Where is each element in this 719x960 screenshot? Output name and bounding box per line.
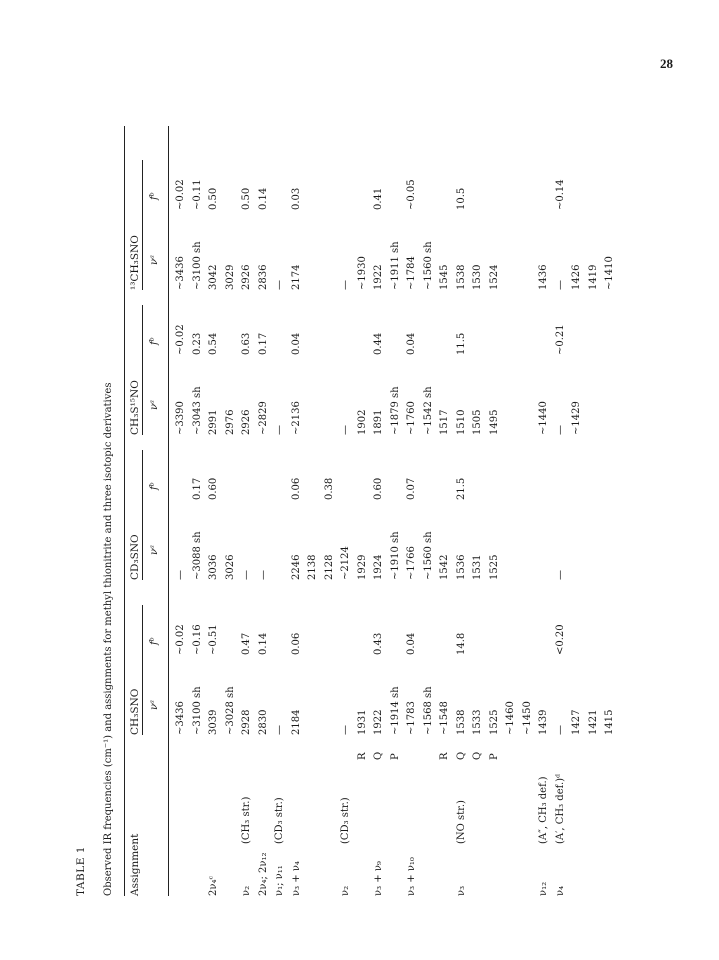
f-subheader: fᵇ (149, 482, 160, 490)
f-value: ~0.16 (191, 624, 203, 655)
group-header: ¹³CH₃SNO (129, 235, 141, 290)
nu-value: ~1560 sh (422, 241, 434, 290)
nu-value: ~1460 (505, 701, 516, 735)
description-cell: (A′, CH₃ def.)ᵈ (554, 773, 566, 844)
nu-value: ~1783 (406, 701, 417, 735)
nu-value: — (340, 280, 351, 290)
f-value: ~0.21 (554, 324, 566, 355)
nu-value: 1530 (472, 264, 483, 290)
nu-value: 1426 (571, 264, 582, 290)
nu-subheader: νᵃ (149, 255, 160, 265)
nu-value: 3036 (208, 554, 219, 580)
branch-label: P (488, 753, 500, 760)
nu-value: 1538 (455, 709, 467, 735)
nu-value: 1510 (455, 409, 467, 435)
group-underline (142, 160, 143, 290)
nu-value: 1929 (356, 554, 368, 580)
nu-value: ~1910 sh (389, 531, 401, 580)
nu-value: 1538 (455, 264, 467, 290)
nu-value: 1891 (373, 409, 384, 435)
f-value: ~0.02 (175, 624, 186, 655)
assignment-cell: ν₂ (340, 885, 351, 896)
nu-value: — (554, 425, 566, 435)
rotated-table (40, 110, 630, 910)
group-header: CD₃SNO (129, 534, 141, 580)
f-value: 10.5 (455, 187, 467, 210)
nu-value: — (340, 725, 351, 735)
f-value: 0.63 (241, 332, 252, 355)
nu-value: ~3028 sh (224, 686, 236, 735)
f-value: 0.06 (290, 632, 302, 655)
nu-value: 1436 (538, 264, 549, 290)
assignment-cell: ν₃ + ν₁₀ (406, 857, 417, 896)
f-value: 0.17 (257, 332, 269, 355)
group-underline (142, 305, 143, 435)
nu-value: ~1560 sh (422, 531, 434, 580)
nu-value: 1931 (356, 709, 368, 735)
f-value: ~0.51 (208, 624, 219, 655)
f-value: ~0.14 (554, 179, 566, 210)
nu-value: ~2829 (257, 401, 269, 435)
nu-value: ~1760 (406, 401, 417, 435)
nu-value: ~3100 sh (191, 686, 203, 735)
f-value: 0.07 (406, 477, 417, 500)
description-cell: (CH₃ str.) (241, 796, 252, 844)
nu-value: ~2136 (290, 401, 302, 435)
f-value: 14.8 (455, 632, 467, 655)
assignment-cell: 2ν₄; 2ν₁₂ (257, 852, 269, 896)
nu-value: — (554, 570, 566, 580)
f-value: 0.54 (208, 332, 219, 355)
nu-value: ~1542 sh (422, 386, 434, 435)
nu-value: 1525 (488, 709, 500, 735)
nu-value: 1525 (488, 554, 500, 580)
nu-value: 1524 (488, 264, 500, 290)
nu-value: ~1440 (538, 401, 549, 435)
nu-value: — (554, 280, 566, 290)
nu-value: ~1568 sh (422, 686, 434, 735)
nu-value: — (274, 425, 285, 435)
f-value: 0.44 (373, 332, 384, 355)
nu-value: ~3088 sh (191, 531, 203, 580)
nu-value: 1924 (373, 554, 384, 580)
nu-value: — (340, 425, 351, 435)
nu-value: 1415 (604, 709, 615, 735)
nu-value: ~1914 sh (389, 686, 401, 735)
nu-value: ~1879 sh (389, 386, 401, 435)
f-value: ~0.02 (175, 324, 186, 355)
nu-value: — (554, 725, 566, 735)
f-value: 0.23 (191, 332, 203, 355)
f-value: 0.60 (208, 477, 219, 500)
nu-subheader: νᵃ (149, 400, 160, 410)
nu-value: 2991 (208, 409, 219, 435)
f-value: 0.06 (290, 477, 302, 500)
description-cell: (CD₃ str.) (340, 797, 351, 844)
assignment-cell: ν₃ + ν₉ (373, 861, 384, 896)
f-value: 0.14 (257, 632, 269, 655)
f-value: 0.47 (241, 632, 252, 655)
nu-value: ~1784 (406, 256, 417, 290)
f-value: 0.04 (406, 332, 417, 355)
nu-value: 2128 (323, 554, 335, 580)
f-value: 0.50 (208, 187, 219, 210)
nu-value: 3039 (208, 709, 219, 735)
nu-value: 1922 (373, 264, 384, 290)
nu-value: ~2124 (340, 546, 351, 580)
branch-label: R (439, 752, 450, 760)
assignment-cell: ν₄ (554, 885, 566, 896)
f-value: 0.38 (323, 477, 335, 500)
branch-label: Q (472, 751, 483, 760)
nu-value: 2926 (241, 409, 252, 435)
table-label: TABLE 1 (75, 846, 87, 896)
branch-label: R (356, 752, 368, 760)
description-cell: (A″, CH₃ def.) (538, 776, 549, 844)
f-subheader: fᵇ (149, 637, 160, 645)
nu-value: 2184 (290, 709, 302, 735)
nu-value: — (241, 570, 252, 580)
nu-value: ~1548 (439, 701, 450, 735)
nu-value: 1427 (571, 709, 582, 735)
nu-value: 3029 (224, 264, 236, 290)
assignment-cell: ν₃ (455, 885, 467, 896)
f-value: <0.20 (554, 624, 566, 655)
nu-value: 1902 (356, 409, 368, 435)
f-value: 0.43 (373, 632, 384, 655)
nu-value: 1536 (455, 554, 467, 580)
nu-value: ~1766 (406, 546, 417, 580)
f-value: 0.60 (373, 477, 384, 500)
nu-value: 1545 (439, 264, 450, 290)
assignment-cell: 2ν₄ᶜ (208, 876, 219, 896)
assignment-cell: ν₂ (241, 885, 252, 896)
nu-value: ~3100 sh (191, 241, 203, 290)
branch-label: Q (455, 751, 467, 760)
assignment-cell: ν₁; ν₁₁ (274, 865, 285, 896)
group-underline (142, 605, 143, 735)
nu-value: ~1450 (521, 701, 533, 735)
f-value: 0.03 (290, 187, 302, 210)
nu-value: 1517 (439, 409, 450, 435)
group-underline (142, 450, 143, 580)
nu-value: 2976 (224, 409, 236, 435)
f-value: 0.04 (290, 332, 302, 355)
nu-value: 1439 (538, 709, 549, 735)
f-value: 0.14 (257, 187, 269, 210)
group-header: CH₃S¹⁵NO (129, 380, 141, 435)
f-value: 0.04 (406, 632, 417, 655)
nu-value: ~3043 sh (191, 386, 203, 435)
assignment-cell: ν₃ + ν₄ (290, 861, 302, 896)
nu-value: 1542 (439, 554, 450, 580)
group-header: CH₃SNO (129, 688, 141, 735)
nu-value: ~1911 sh (389, 241, 401, 290)
nu-value: — (175, 570, 186, 580)
assignment-cell: ν₁₂ (538, 881, 549, 896)
nu-value: ~3436 (175, 256, 186, 290)
table-caption: Observed IR frequencies (cm⁻¹) and assignments for methyl thionitrite and three isotopic derivatives (103, 382, 114, 896)
nu-value: 1421 (587, 709, 599, 735)
nu-value: — (274, 725, 285, 735)
f-value: ~0.02 (175, 179, 186, 210)
nu-value: 2174 (290, 264, 302, 290)
branch-label: P (389, 753, 401, 760)
nu-value: ~1930 (356, 256, 368, 290)
nu-value: 1922 (373, 709, 384, 735)
f-subheader: fᵇ (149, 337, 160, 345)
nu-value: 1533 (472, 709, 483, 735)
f-subheader: fᵇ (149, 192, 160, 200)
description-cell: (NO str.) (455, 800, 467, 844)
top-rule (124, 126, 125, 896)
f-value: ~0.05 (406, 179, 417, 210)
f-value: 11.5 (455, 332, 467, 355)
f-value: 0.17 (191, 477, 203, 500)
nu-value: 2928 (241, 709, 252, 735)
nu-value: 2246 (290, 554, 302, 580)
nu-value: 2926 (241, 264, 252, 290)
nu-value: 3026 (224, 554, 236, 580)
nu-value: — (257, 570, 269, 580)
nu-value: — (274, 280, 285, 290)
f-value: ~0.11 (191, 179, 203, 210)
nu-value: 2138 (307, 554, 318, 580)
description-cell: (CD₃ str.) (274, 797, 285, 844)
nu-value: ~1410 (604, 256, 615, 290)
f-value: 0.41 (373, 187, 384, 210)
nu-subheader: νᵃ (149, 545, 160, 555)
nu-subheader: νᵃ (149, 700, 160, 710)
header-bottom-rule (168, 126, 169, 896)
nu-value: 2830 (257, 709, 269, 735)
page-number: 28 (660, 56, 673, 71)
nu-value: 1505 (472, 409, 483, 435)
nu-value: 1419 (587, 264, 599, 290)
nu-value: 1531 (472, 554, 483, 580)
nu-value: 1495 (488, 409, 500, 435)
nu-value: ~3390 (175, 401, 186, 435)
nu-value: 3042 (208, 264, 219, 290)
nu-value: 2836 (257, 264, 269, 290)
assignment-header: Assignment (129, 833, 141, 896)
branch-label: Q (373, 751, 384, 760)
nu-value: ~1429 (571, 401, 582, 435)
f-value: 21.5 (455, 477, 467, 500)
nu-value: ~3436 (175, 701, 186, 735)
f-value: 0.50 (241, 187, 252, 210)
